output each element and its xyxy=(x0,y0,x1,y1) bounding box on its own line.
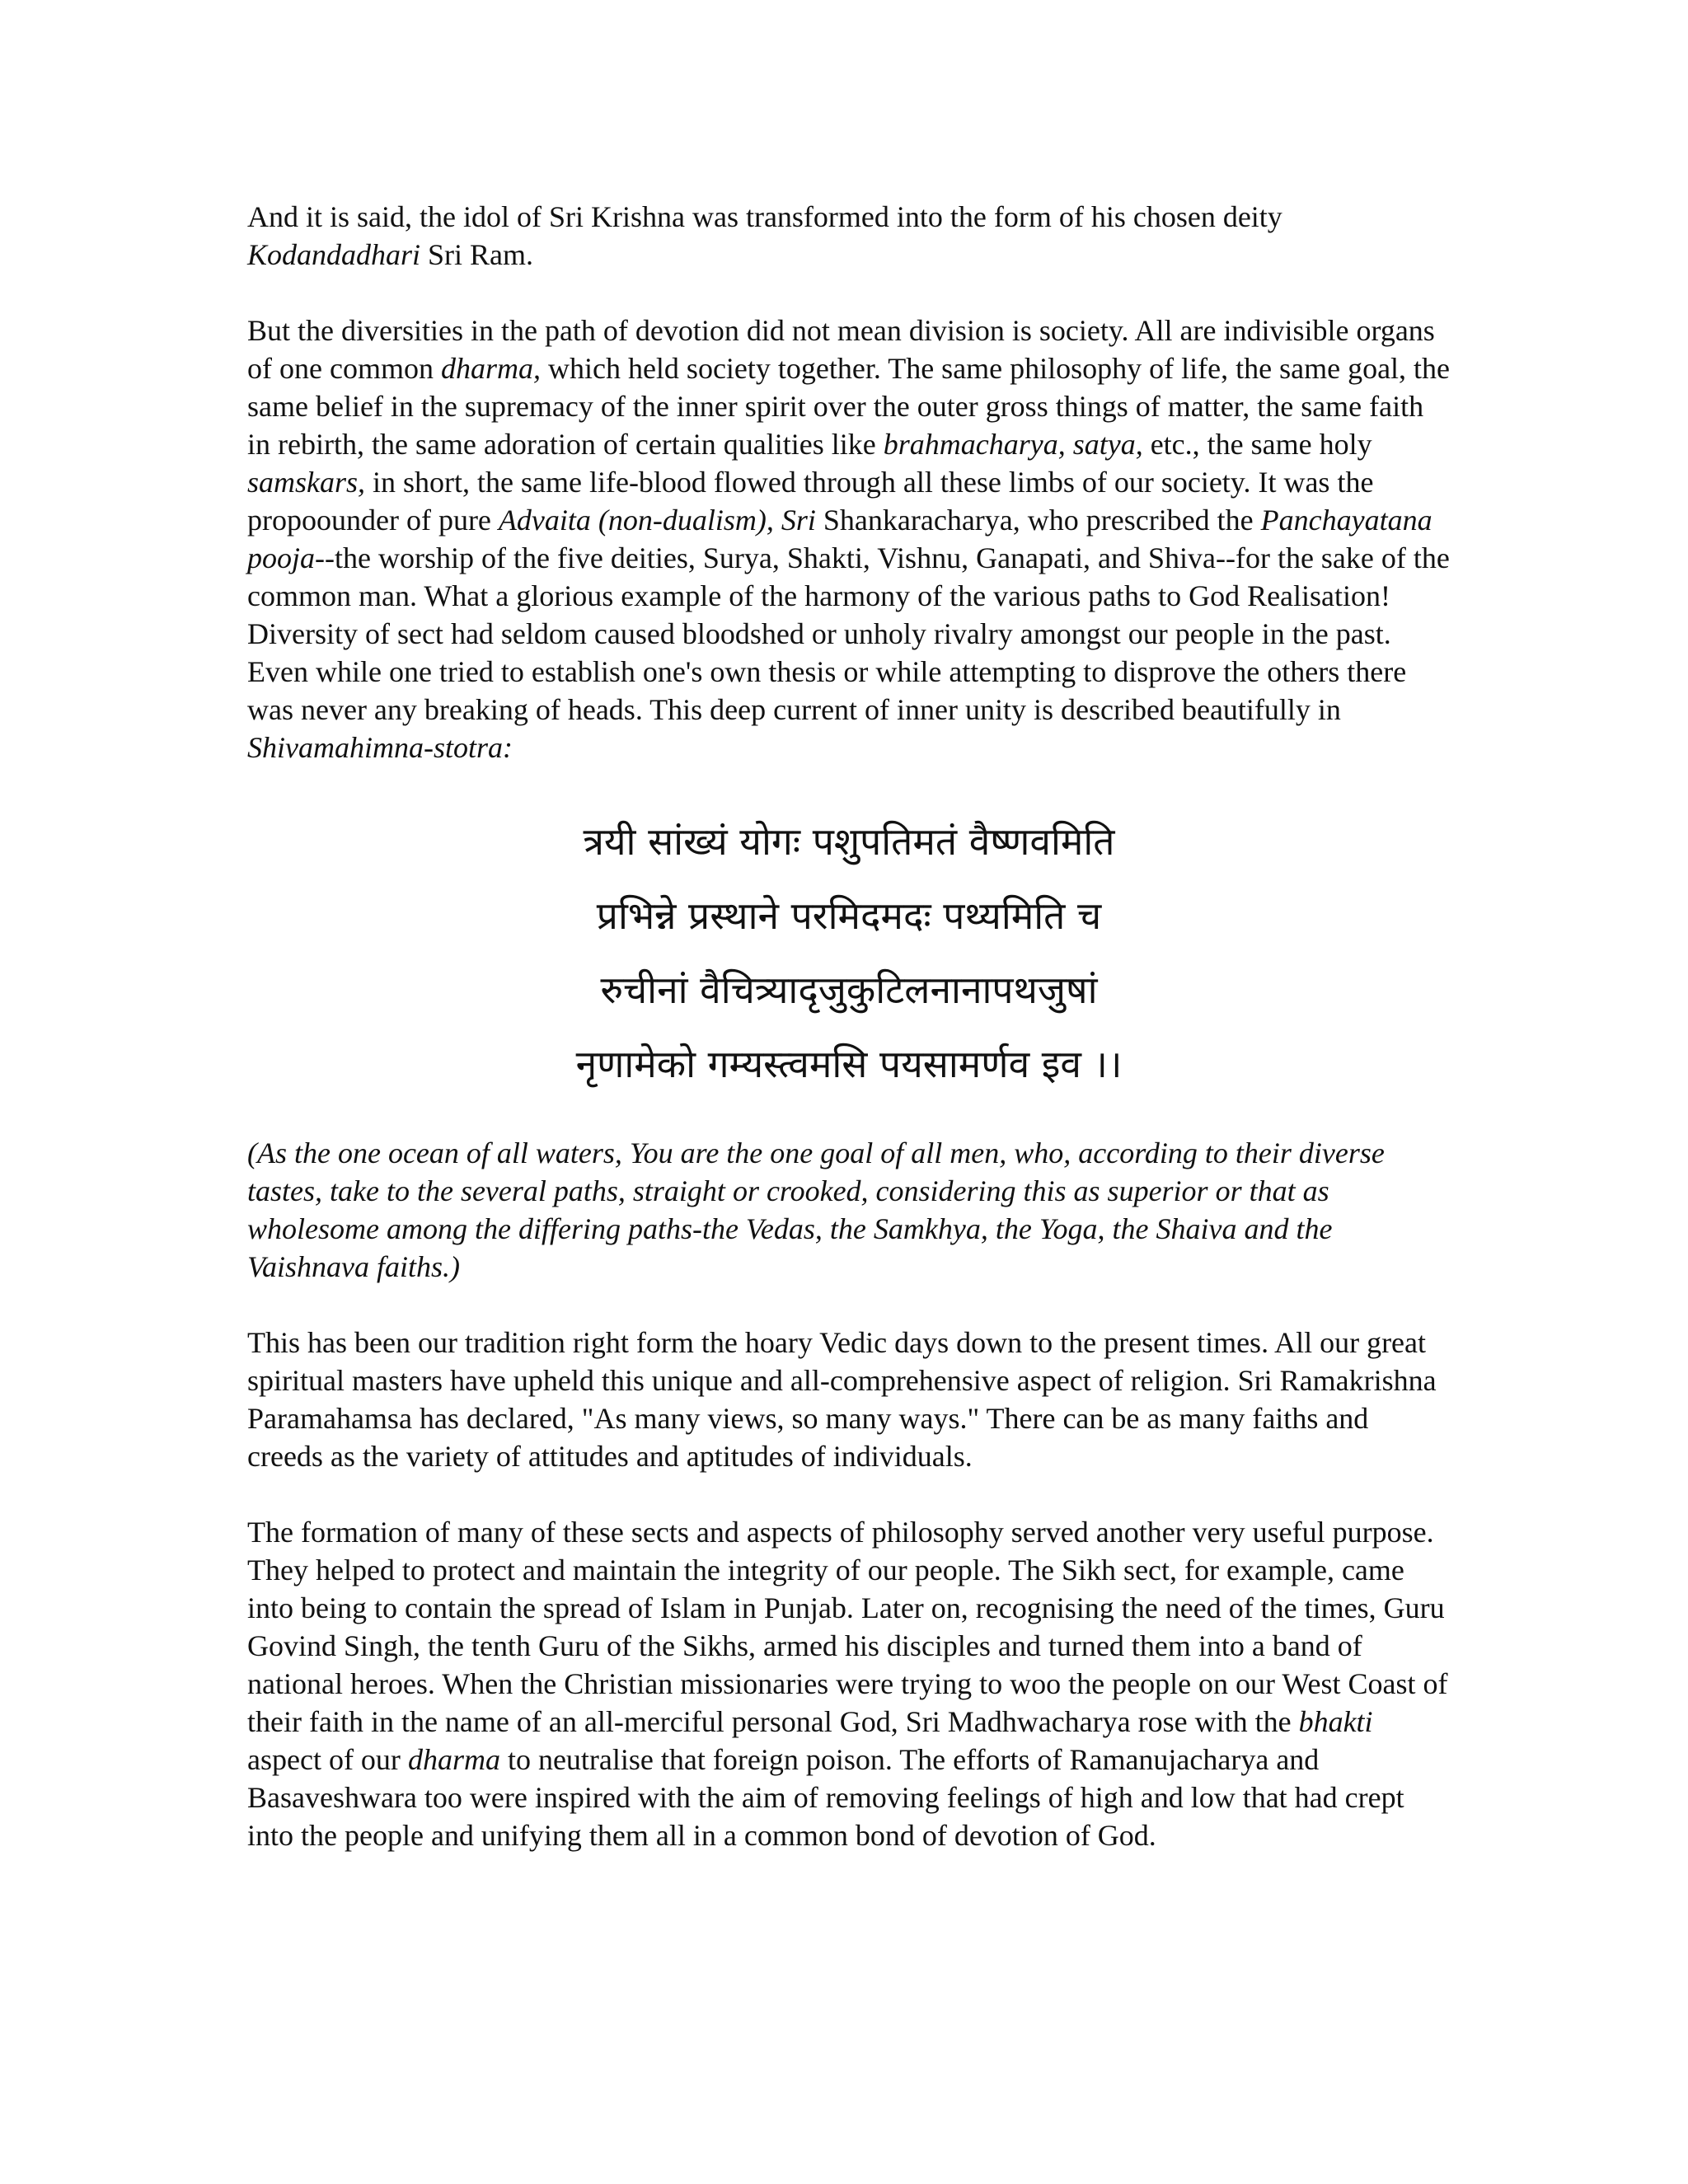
text-run: which held society together. The same philosophy of life, the same goal, the same belief in the supremacy of the inner spirit over the outer gross things of matter, the same faith in rebirth, the same adoration of certain qualities like xyxy=(247,352,1451,461)
italic-term: dharma xyxy=(407,1743,500,1776)
document-page xyxy=(247,198,1451,1892)
text-run: etc., the same holy xyxy=(1142,428,1372,461)
verse-line: प्रभिन्ने प्रस्थाने परमिदमदः पथ्यमिति च xyxy=(596,893,1102,938)
verse-translation: (As the one ocean of all waters, You are the one goal of all men, who, according to their diverse tastes, take to the several paths, straight or crooked, considering this as superior or that as wholesome among the differing paths-the Vedas, the Samkhya, the Yoga, the Shaiva and the Vaishnava faiths.) xyxy=(247,1137,1385,1283)
text-run: in short, the same life-blood flowed through all these limbs of our society. It was the propoounder of pure xyxy=(247,466,1374,537)
text-run: The formation of many of these sects and aspects of philosophy served another very useful purpose. They helped to protect and maintain the integrity of our people. The Sikh sect, for example, came into being to contain the spread of Islam in Punjab. Later on, recognising the need of the times, Guru Govind Singh, the tenth Guru of the Sikhs, armed his disciples and turned them into a band of national heroes. When the Christian missionaries were trying to woo the people on our West Coast of their faith in the name of an all-merciful personal God, Sri Madhwacharya rose with the xyxy=(247,1516,1448,1738)
italic-term: Shivamahimna-stotra: xyxy=(247,731,513,764)
paragraph xyxy=(247,1324,1451,1475)
text-run: And it is said, the idol of Sri Krishna was transformed into the form of his chosen deity xyxy=(247,200,1282,233)
italic-term: dharma, xyxy=(440,352,541,385)
text-run: aspect of our xyxy=(247,1743,408,1776)
paragraph xyxy=(247,198,1451,274)
text-run: Shankaracharya, who prescribed the xyxy=(815,504,1261,537)
italic-term: bhakti xyxy=(1298,1705,1373,1738)
text-run: --the worship of the five deities, Surya, Shakti, Vishnu, Ganapati, and Shiva--for the sake of the common man. What a glorious example of the harmony of the various paths to God Realisation! Diversity of sect had seldom caused bloodshed or unholy rivalry amongst our people in the past. Even while one tried to establish one's own thesis or while attempting to disprove the others there was never any breaking of heads. This deep current of inner unity is described beautifully in xyxy=(247,541,1450,726)
italic-term: brahmacharya, satya, xyxy=(883,428,1143,461)
verse-line: नृणामेको गम्यस्त्वमसि पयसामर्णव इव ।। xyxy=(575,1042,1123,1086)
text-run: Sri Ram. xyxy=(420,238,534,271)
italic-term: samskars, xyxy=(247,466,366,499)
body-text-after-verse xyxy=(247,1324,1451,1854)
text-run: But the diversities in the path of devotion did not mean division is society. All are indivisible organs of one common xyxy=(247,314,1435,385)
verse-line: रुचीनां वैचित्र्यादृजुकुटिलनानापथजुषां xyxy=(600,968,1098,1012)
italic-term: Kodandadhari xyxy=(247,238,421,271)
text-run: This has been our tradition right form the hoary Vedic days down to the present times. All our great spiritual masters have upheld this unique and all-comprehensive aspect of religion. Sri Ramakrishna Paramahamsa has declared, "As many views, so many ways." There can be as many faiths and creeds as the variety of attitudes and aptitudes of individuals. xyxy=(247,1326,1437,1473)
sanskrit-verse xyxy=(247,804,1451,1101)
body-text-before-verse xyxy=(247,198,1451,766)
text-run: to neutralise that foreign poison. The efforts of Ramanujacharya and Basaveshwara too were inspired with the aim of removing feelings of high and low that had crept into the people and unifying them all in a common bond of devotion of God. xyxy=(247,1743,1404,1852)
paragraph xyxy=(247,1513,1451,1854)
italic-term: Panchayatana pooja xyxy=(247,504,1432,574)
paragraph xyxy=(247,312,1451,766)
italic-term: Advaita (non-dualism), Sri xyxy=(498,504,816,537)
verse-line: त्रयी सांख्यं योगः पशुपतिमतं वैष्णवमिति xyxy=(583,819,1115,864)
